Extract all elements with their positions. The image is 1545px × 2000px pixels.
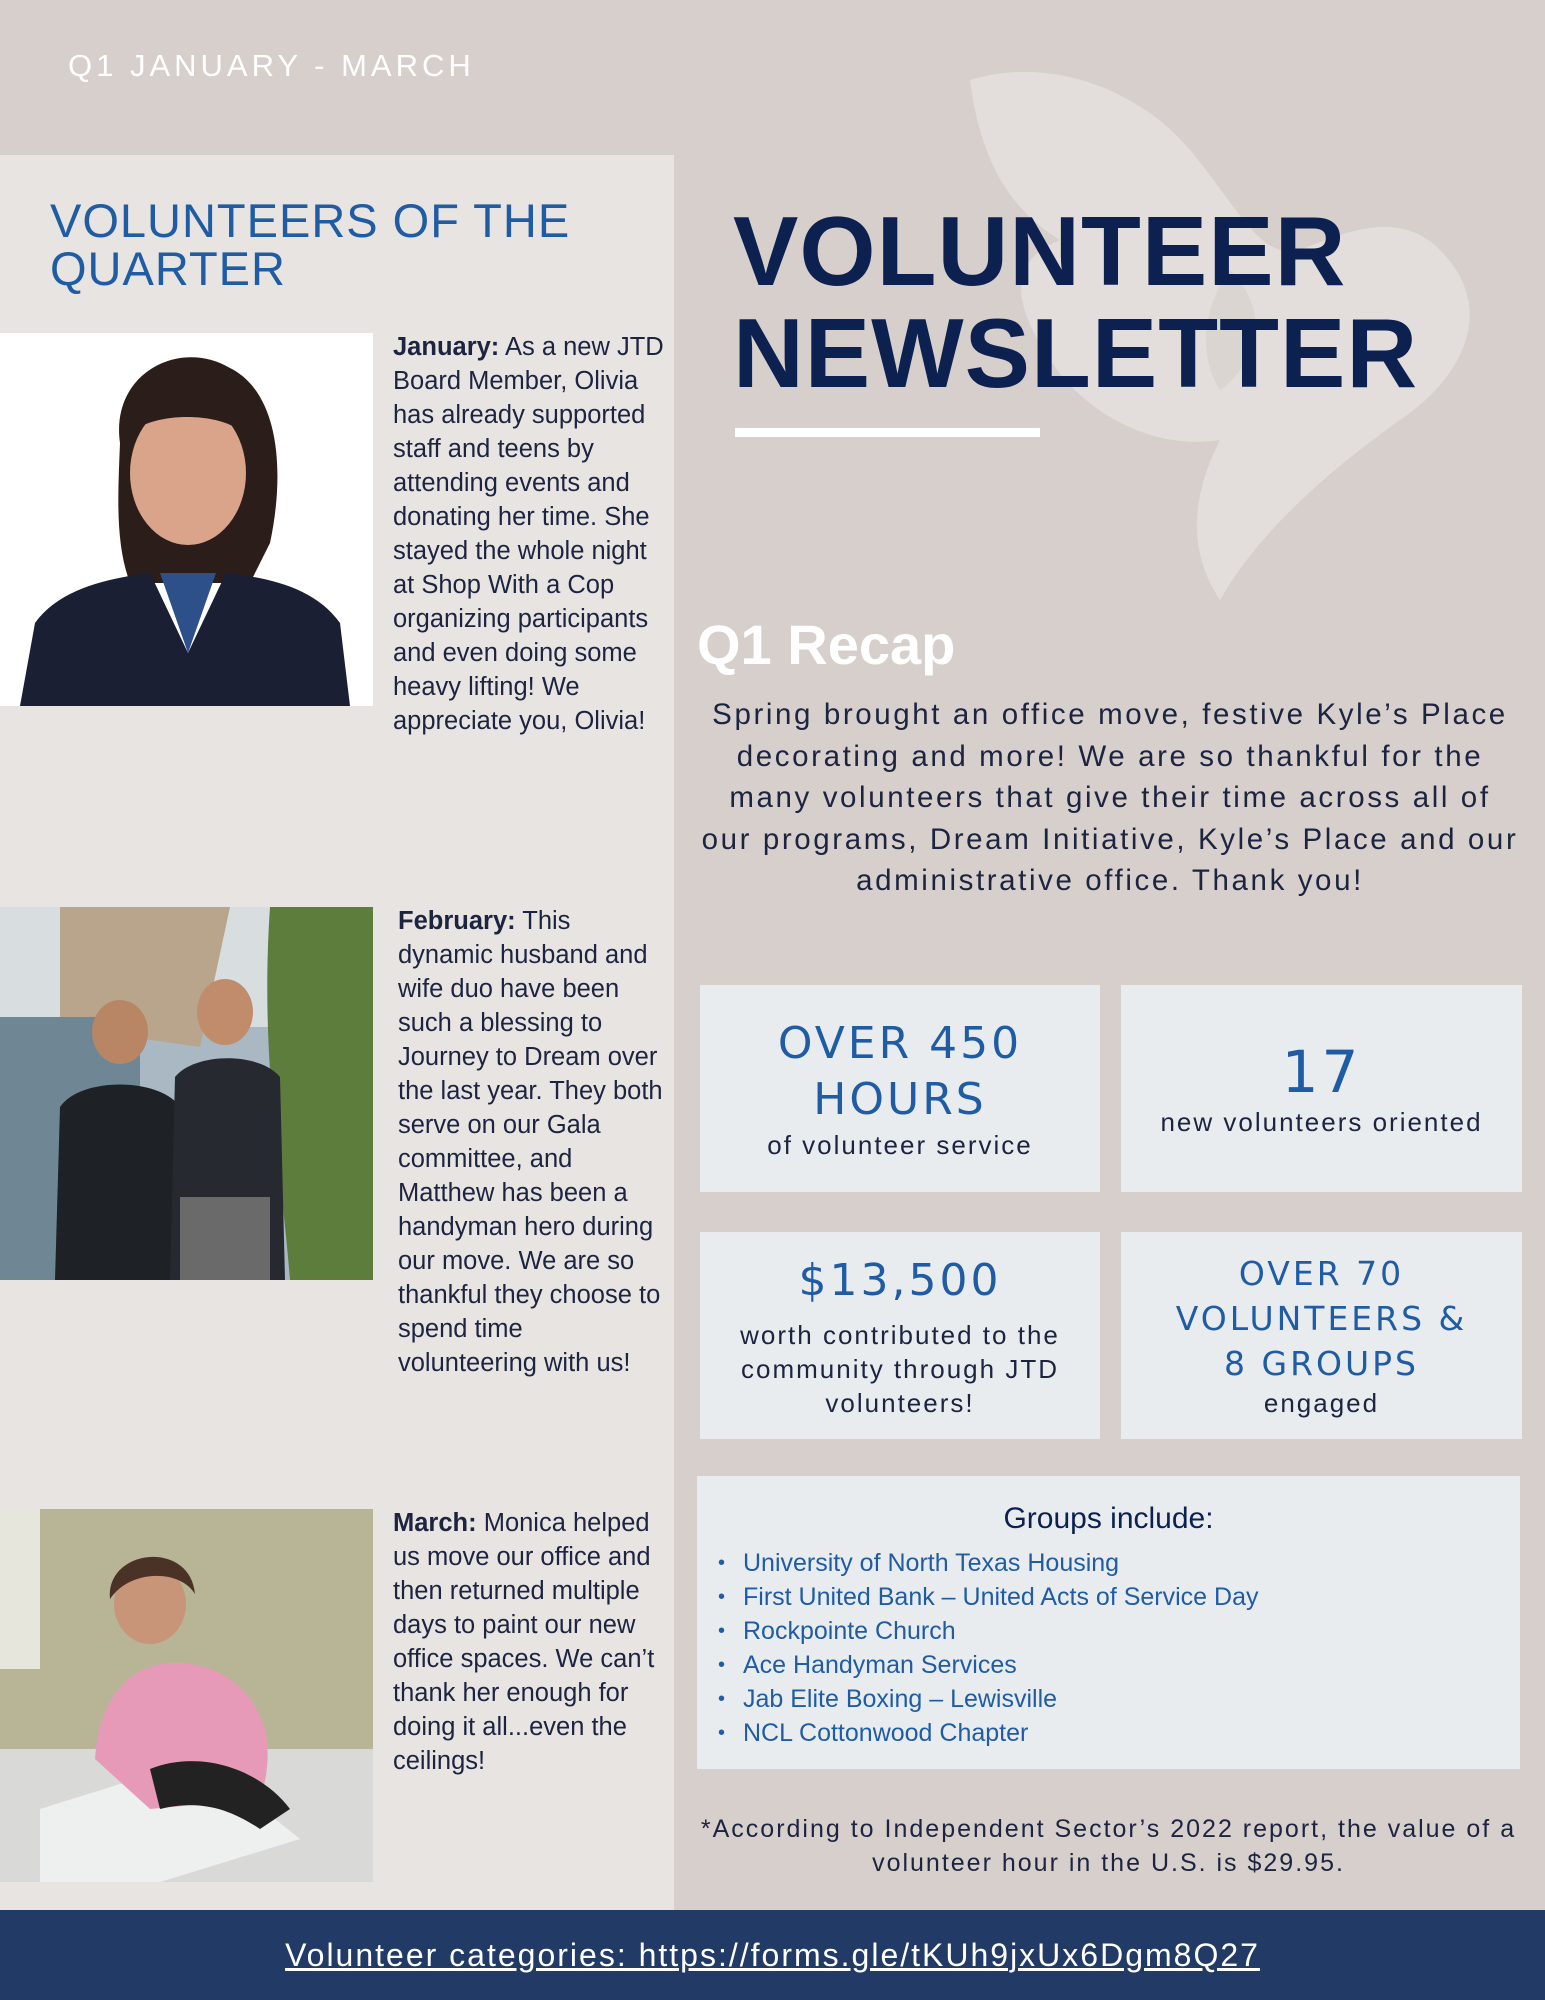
stat-description: engaged [1263,1388,1380,1418]
list-item: • University of North Texas Housing [743,1546,1259,1580]
groups-box [697,1476,1520,1769]
title-line-2: NEWSLETTER [733,298,1419,408]
stat-description: of volunteer service [767,1129,1033,1160]
stat-value: OVER 70 VOLUNTEERS & 8 GROUPS [1175,1254,1468,1383]
stat-card-new-volunteers [1121,985,1522,1192]
stat-card-groups [1121,1232,1522,1439]
footer-bar [0,1910,1545,2000]
stat-description: new volunteers oriented [1160,1106,1483,1137]
volunteer-photo-february [0,907,373,1280]
stat-card-value [700,1232,1100,1439]
stat-card-hours [700,985,1100,1192]
volunteers-panel [0,155,674,1910]
section-title: VOLUNTEERS OF THE QUARTER [50,194,571,295]
recap-title: Q1 Recap [697,613,956,676]
volunteer-photo-january [0,333,373,706]
volunteer-text-january [393,330,668,738]
stat-value: 17 [1281,1037,1362,1106]
stat-value: $13,500 [798,1254,1002,1306]
list-item: • Ace Handyman Services [743,1648,1259,1682]
footnote: *According to Independent Sector’s 2022 report, the value of a volunteer hour in the U.S. is $29.95. [700,1815,1517,1877]
stat-description: worth contributed to the community through JTD volunteers! [740,1319,1060,1418]
volunteer-photo-march [0,1509,373,1882]
list-item: • First United Bank – United Acts of Service Day [743,1580,1259,1614]
month-label: January: [393,333,500,361]
list-item: • Rockpointe Church [743,1614,1259,1648]
volunteer-text-february [398,904,668,1380]
volunteer-description: This dynamic husband and wife duo have been such a blessing to Journey to Dream over the last year. They both serve on our Gala committee, and Matthew has been a handyman hero during our move. We are so thankful they choose to spend time volunteering with us! [398,907,663,1377]
month-label: March: [393,1509,477,1537]
groups-heading: Groups include: [1003,1502,1214,1535]
title-divider [735,428,1040,437]
list-item: • Jab Elite Boxing – Lewisville [743,1682,1259,1716]
newsletter-title [733,196,1419,408]
month-label: February: [398,907,516,935]
volunteer-text-march [393,1506,668,1778]
list-item: • NCL Cottonwood Chapter [743,1716,1259,1750]
volunteer-description: Monica helped us move our office and then returned multiple days to paint our new office spaces. We can’t thank her enough for doing it all...even the ceilings! [393,1509,655,1775]
groups-list [743,1546,1259,1750]
quarter-label: Q1 JANUARY - MARCH [68,48,475,83]
title-line-1: VOLUNTEER [733,196,1347,306]
stat-value: OVER 450 HOURS [777,1017,1023,1125]
volunteer-description: As a new JTD Board Member, Olivia has already supported staff and teens by attending events and donating her time. She stayed the whole night at Shop With a Cop organizing participants and even doing some heavy lifting! We appreciate you, Olivia! [393,333,664,735]
volunteer-categories-link[interactable]: Volunteer categories: https://forms.gle/tKUh9jxUx6Dgm8Q27 [285,1936,1260,1973]
recap-body: Spring brought an office move, festive Kyle’s Place decorating and more! We are so thankful for the many volunteers that give their time across all of our programs, Dream Initiative, Kyle’s Place and our administrative office. Thank you! [701,698,1519,897]
